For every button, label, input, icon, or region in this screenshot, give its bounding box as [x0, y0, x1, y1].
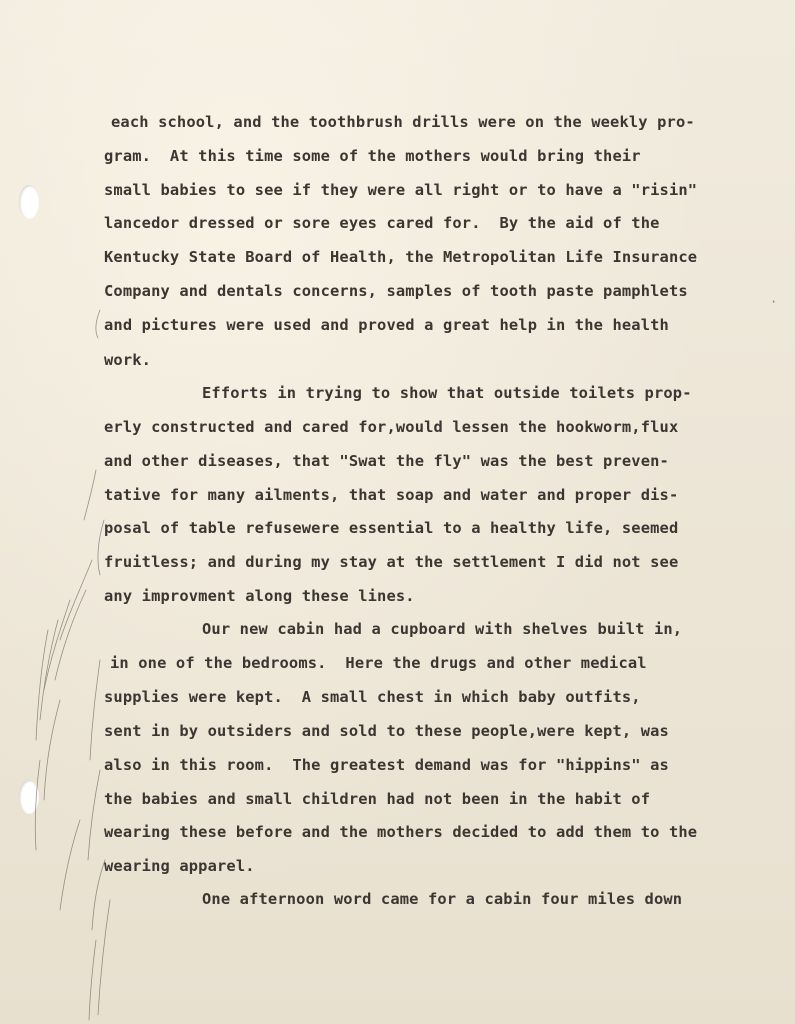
text-line: the babies and small children had not been in the habit of	[104, 790, 651, 808]
text-line: fruitless; and during my stay at the settlement I did not see	[104, 553, 679, 571]
text-line: One afternoon word came for a cabin four miles down	[202, 890, 683, 908]
text-line: posal of table refusewere essential to a healthy life, seemed	[104, 519, 679, 537]
text-line: lancedor dressed or sore eyes cared for. By the aid of the	[104, 214, 660, 232]
text-line: in one of the bedrooms. Here the drugs and other medical	[110, 654, 647, 672]
text-line: erly constructed and cared for,would lessen the hookworm,flux	[104, 418, 679, 436]
text-line: also in this room. The greatest demand was for "hippins" as	[104, 756, 669, 774]
text-line: each school, and the toothbrush drills were on the weekly pro-	[111, 113, 695, 131]
text-line: work.	[104, 351, 152, 369]
text-line: Our new cabin had a cupboard with shelves built in,	[202, 620, 683, 638]
margin-tick: ·	[770, 295, 778, 309]
text-line: wearing these before and the mothers decided to add them to the	[104, 823, 698, 841]
text-line: Company and dentals concerns, samples of tooth paste pamphlets	[104, 282, 688, 300]
text-line: gram. At this time some of the mothers would bring their	[104, 147, 641, 165]
text-line: supplies were kept. A small chest in which baby outfits,	[104, 688, 641, 706]
text-line: any improvment along these lines.	[104, 587, 415, 605]
text-line: Kentucky State Board of Health, the Metropolitan Life Insurance	[104, 248, 698, 266]
text-line: tative for many ailments, that soap and water and proper dis-	[104, 486, 679, 504]
text-line: and pictures were used and proved a great help in the health	[104, 316, 669, 334]
text-line: sent in by outsiders and sold to these people,were kept, was	[104, 722, 669, 740]
text-line: and other diseases, that "Swat the fly" was the best preven-	[104, 452, 669, 470]
text-line: wearing apparel.	[104, 857, 255, 875]
text-line: small babies to see if they were all right or to have a "risin"	[104, 181, 698, 199]
text-line: Efforts in trying to show that outside toilets prop-	[202, 384, 692, 402]
